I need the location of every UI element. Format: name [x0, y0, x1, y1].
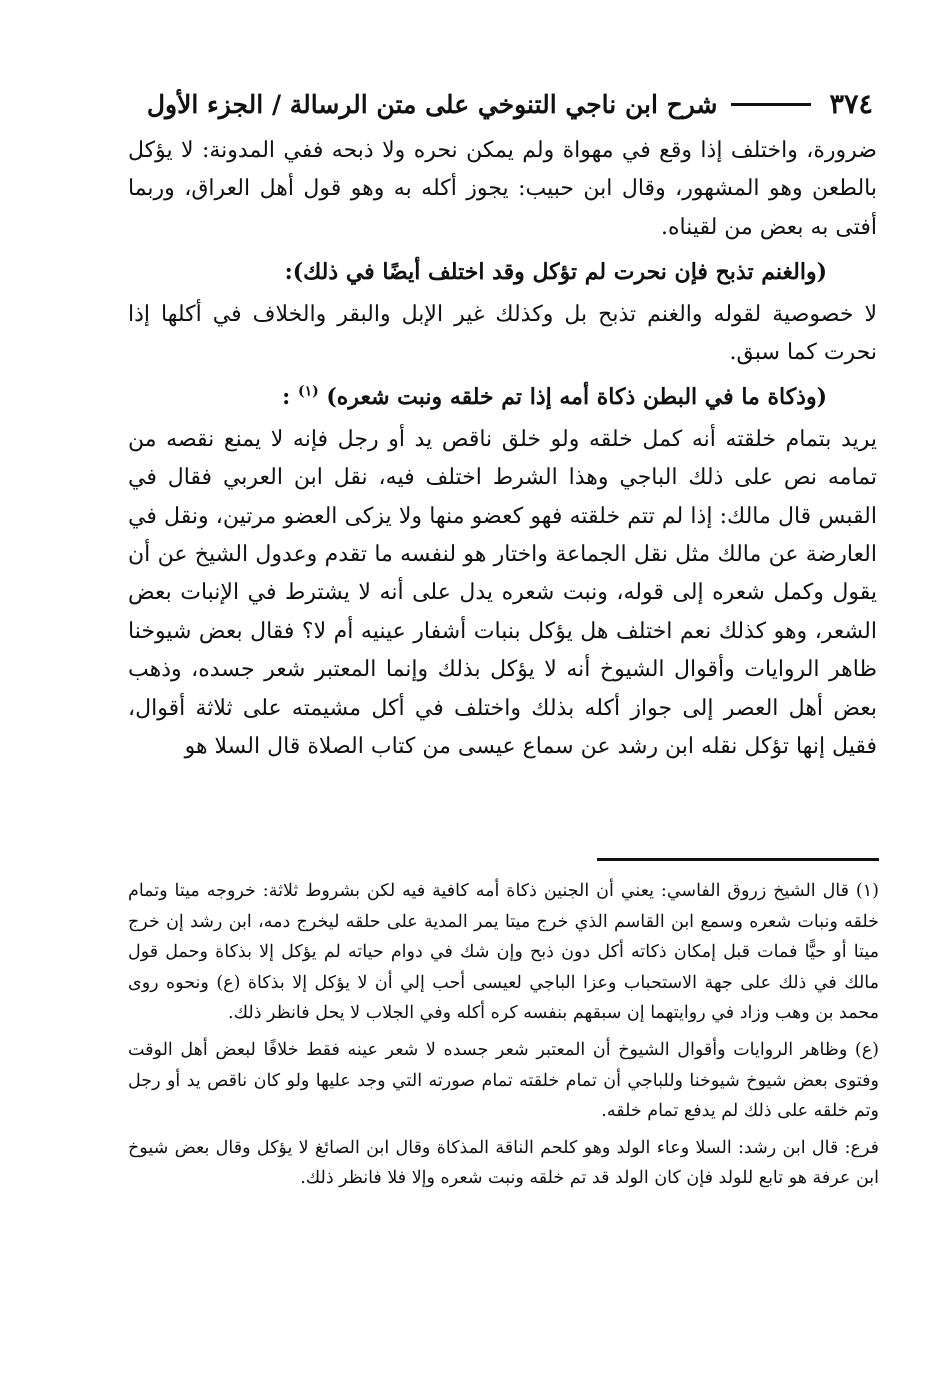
footnote-separator: [597, 858, 879, 861]
page-header: [120, 84, 873, 124]
paragraph: يريد بتمام خلقته أنه كمل خلقه ولو خلق ناقص يد أو رجل فإنه لا يمنع نقصه من تمامه نص على ذلك الباجي وهذا الشرط اختلف فيه، نقل ابن العربي فقال في القبس قال مالك: إذا لم تتم خلقته فهو كعضو منها ولا يزكى العضو مرتين، ونقل في العارضة عن مالك مثل نقل الجماعة واختار هو لنفسه ما تقدم وعدول الشيخ عن أن يقول وكمل شعره إلى قوله، ونبت شعره يدل على أنه لا يشترط في الإنبات بعض الشعر، وهو كذلك نعم اختلف هل يؤكل بنبات أشفار عينيه أم لا؟ فقال بعض شيوخنا ظاهر الروايات وأقوال الشيوخ أنه لا يؤكل بذلك وإنما المعتبر شعر جسده، وذهب بعض أهل العصر إلى جواز أكله بذلك واختلف في أكل مشيمته على ثلاثة أقوال، فقيل إنها تؤكل نقله ابن رشد عن سماع عيسى من كتاب الصلاة قال السلا هو: [128, 426, 877, 760]
page-number: ٣٧٤: [829, 88, 873, 120]
paragraph: لا خصوصية لقوله والغنم تذبح بل وكذلك غير الإبل والبقر والخلاف في أكلها إذا نحرت كما سبق.: [128, 301, 877, 366]
matn-text: (وذكاة ما في البطن ذكاة أمه إذا تم خلقه ونبت شعره): [326, 384, 827, 411]
footnote-reference: (١): [297, 384, 319, 401]
footnote: فرع: قال ابن رشد: السلا وعاء الولد وهو كلحم الناقة المذكاة وقال ابن الصائغ لا يؤكل وقال بعض شيوخ ابن عرفة هو تابع للولد فإن كان الولد قد تم خلقه ونبت شعره وإلا فلا فانظر ذلك.: [128, 1137, 879, 1189]
paragraph: ضرورة، واختلف إذا وقع في مهواة ولم يمكن نحره ولا ذبحه ففي المدونة: لا يؤكل بالطعن وهو المشهور، وقال ابن حبيب: يجوز أكله به وهو قول أهل العراق، وربما أفتى به بعض من لقيناه.: [128, 138, 877, 240]
matn-tail: :: [282, 384, 298, 411]
footnote: (ع) وظاهر الروايات وأقوال الشيوخ أن المعتبر شعر جسده لا شعر عينه فقط خلافًا لبعض أهل الوقت وفتوى بعض شيوخ شيوخنا وللباجي أن تمام خلقته تمام صورته التي وجد عليها ولو كان ناقص يد أو رجل وتم خلقه على ذلك لم يدفع تمام خلقه.: [128, 1039, 879, 1122]
main-text: [128, 132, 877, 767]
running-title: شرح ابن ناجي التنوخي على متن الرسالة / الجزء الأول: [146, 89, 718, 119]
footnote: (١) قال الشيخ زروق الفاسي: يعني أن الجنين ذكاة أمه كافية فيه لكن بشروط ثلاثة: خروجه ميتا وتمام خلقه ونبات شعره وسمع ابن القاسم الذي خرج ميتا يمر المدية على حلقه ليخرج دمه، ابن رشد إن خرج ميتا أو حيًّا فمات قبل إمكان ذكاته أكل دون ذبح وإن شك في دوام حياته لم يؤكل إلا بذكاة وحمل قول مالك في ذلك على جهة الاستحباب وعزا الباجي لعيسى أحب إلي أن لا يؤكل إلا بذكاة (ع) ونحوه روى محمد بن وهب وزاد في روايتهما إن سبقهم بنفسه كره أكله وفي الجلاب لا يحل فانظر ذلك.: [128, 881, 879, 1024]
footnotes: [128, 876, 879, 1200]
header-rule: [731, 103, 811, 106]
matn-heading: [128, 378, 877, 416]
matn-heading: (والغنم تذبح فإن نحرت لم تؤكل وقد اختلف أيضًا في ذلك):: [284, 259, 827, 286]
